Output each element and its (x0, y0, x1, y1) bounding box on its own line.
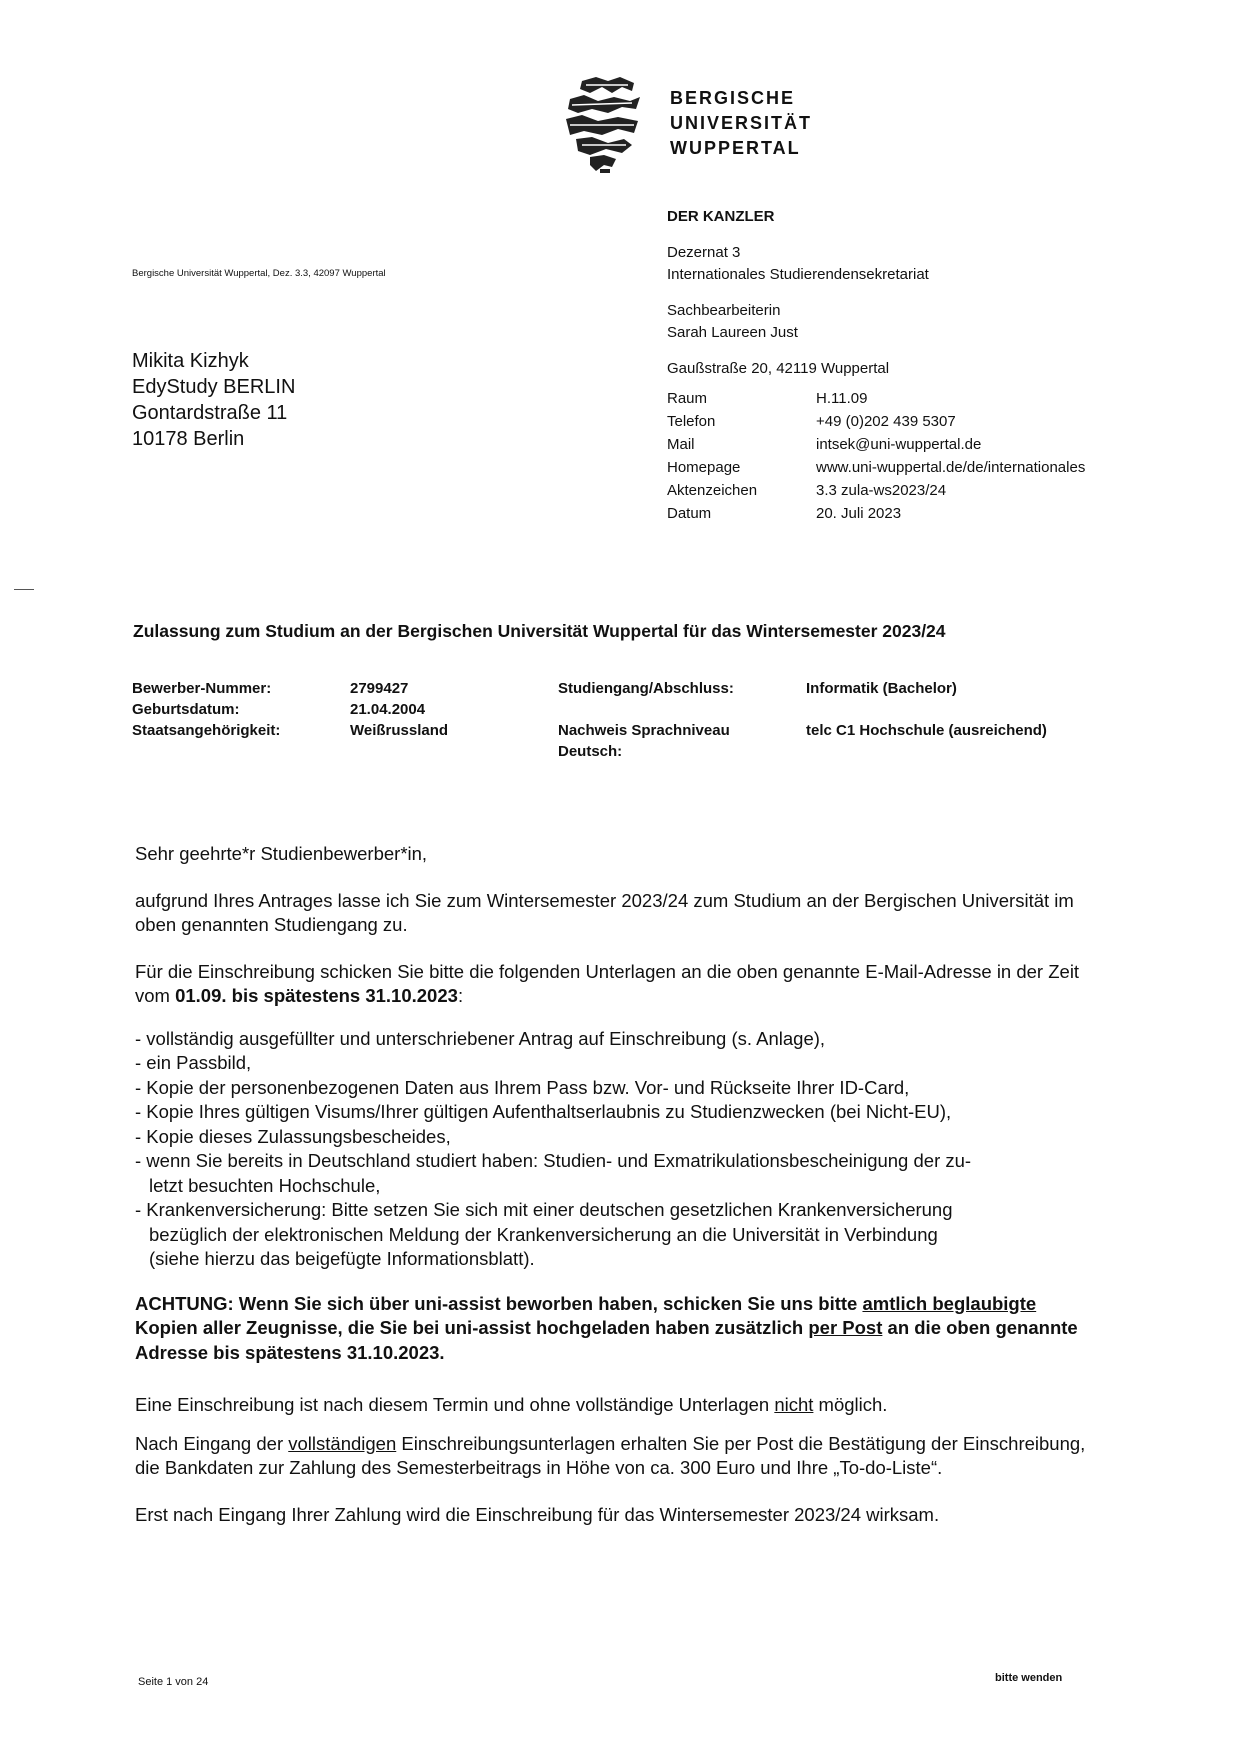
university-name (670, 86, 812, 161)
recipient-name: Mikita Kizhyk (132, 350, 249, 372)
list-item: letzt besuchten Hochschule, (149, 1174, 381, 1196)
facts-label (558, 720, 806, 762)
salutation: Sehr geehrte*r Studienbewerber*in, (135, 843, 428, 864)
contact-table (667, 387, 1085, 525)
facts-row (132, 699, 1047, 720)
department-line: Internationales Studierendensekretariat (667, 266, 929, 283)
university-name-line: UNIVERSITÄT (670, 113, 813, 133)
text-span: Einschreibungsunterlagen erhalten Sie per Post die Bestätigung der Einschreibung, die Bankdaten zur Zahlung des Semesterbeitrags in Höhe von ca. 300 Euro und Ihre „To-do-Liste“. (135, 1432, 1086, 1478)
contact-value: 3.3 zula-ws2023/24 (816, 482, 947, 499)
list-item: - wenn Sie bereits in Deutschland studiert haben: Studien- und Exmatrikulationsbescheinigung der zu- (135, 1150, 972, 1171)
list-item: - Kopie der personenbezogenen Daten aus Ihrem Pass bzw. Vor- und Rückseite Ihrer ID-Card, (135, 1076, 910, 1098)
list-item: (siehe hierzu das beigefügte Informationsblatt). (149, 1248, 535, 1269)
list-item: - ein Passbild, (135, 1052, 252, 1073)
list-item: - vollständig ausgefüllter und unterschriebener Antrag auf Einschreibung (s. Anlage), (135, 1027, 826, 1049)
underlined-text: vollständigen (288, 1432, 397, 1454)
underlined-text: nicht (774, 1394, 814, 1415)
recipient-address (132, 348, 295, 452)
contact-row (667, 502, 1085, 525)
recipient-street: Gontardstraße 11 (132, 402, 288, 424)
sender-return-address: Bergische Universität Wuppertal, Dez. 3.3, 42097 Wuppertal (132, 268, 386, 279)
clerk-role: Sachbearbeiterin (667, 302, 781, 319)
department-line: Dezernat 3 (667, 244, 741, 261)
facts-row (132, 678, 1047, 699)
facts-label-line: Nachweis Sprachniveau (558, 722, 730, 739)
recipient-company: EdyStudy BERLIN (132, 376, 296, 398)
office-address: Gaußstraße 20, 42119 Wuppertal (667, 360, 890, 377)
paragraph (135, 1432, 1095, 1481)
facts-value: Informatik (Bachelor) (806, 680, 957, 697)
office-title: DER KANZLER (667, 208, 775, 225)
contact-value: 20. Juli 2023 (816, 505, 902, 522)
paragraph (135, 960, 1095, 1009)
document-list (135, 1027, 1095, 1272)
facts-value: telc C1 Hochschule (ausreichend) (806, 722, 1047, 739)
facts-label-line: Deutsch: (558, 743, 623, 760)
text-span: Eine Einschreibung ist nach diesem Termin und ohne vollständige Unterlagen (135, 1394, 775, 1415)
list-item: - Krankenversicherung: Bitte setzen Sie sich mit einer deutschen gesetzlichen Krankenversicherung (135, 1199, 953, 1220)
text-span: Nach Eingang der (135, 1432, 289, 1454)
facts-label: Staatsangehörigkeit: (132, 722, 281, 739)
recipient-city: 10178 Berlin (132, 428, 245, 450)
turn-page-note: bitte wenden (995, 1672, 1063, 1684)
underlined-text: amtlich beglaubigte (862, 1292, 1037, 1314)
deadline-text: 01.09. bis spätestens 31.10.2023 (175, 985, 458, 1006)
paragraph: aufgrund Ihres Antrages lasse ich Sie zum Wintersemester 2023/24 zum Studium an der Bergischen Universität im oben genannten Studiengang zu. (135, 889, 1074, 935)
facts-row (132, 720, 1047, 762)
paragraph (135, 1393, 1095, 1418)
facts-label: Bewerber-Nummer: (132, 680, 272, 697)
contact-value: intsek@uni-wuppertal.de (816, 436, 982, 453)
paragraph: Erst nach Eingang Ihrer Zahlung wird die Einschreibung für das Wintersemester 2023/24 wirksam. (135, 1503, 940, 1525)
university-name-line: WUPPERTAL (670, 138, 801, 158)
contact-label: Aktenzeichen (667, 482, 758, 499)
contact-row (667, 433, 1085, 456)
facts-value: 21.04.2004 (350, 701, 426, 718)
list-item: - Kopie Ihres gültigen Visums/Ihrer gültigen Aufenthaltserlaubnis zu Studienzwecken (bei Nicht-EU), (135, 1101, 952, 1122)
department-block (667, 242, 929, 286)
facts-value: 2799427 (350, 680, 409, 697)
fold-mark (14, 589, 34, 590)
contact-label: Raum (667, 390, 708, 407)
list-item: - Kopie dieses Zulassungsbescheides, (135, 1125, 451, 1147)
clerk-block (667, 300, 798, 344)
text-span: Kopien aller Zeugnisse, die Sie bei uni-assist hochgeladen haben zusätzlich (135, 1317, 809, 1338)
letter-subject: Zulassung zum Studium an der Bergischen Universität Wuppertal für das Wintersemester 2023/24 (133, 621, 946, 641)
contact-value: +49 (0)202 439 5307 (816, 413, 956, 430)
contact-row (667, 456, 1085, 479)
contact-row (667, 387, 1085, 410)
contact-label: Homepage (667, 459, 741, 476)
text-span: : (457, 985, 464, 1006)
list-item: bezüglich der elektronischen Meldung der Krankenversicherung an die Universität in Verbindung (149, 1223, 938, 1245)
facts-label: Geburtsdatum: (132, 701, 240, 718)
text-span: möglich. (813, 1394, 888, 1415)
contact-label: Datum (667, 505, 712, 522)
clerk-name: Sarah Laureen Just (667, 324, 798, 341)
text-span: ACHTUNG: Wenn Sie sich über uni-assist beworben haben, schicken Sie uns bitte (135, 1292, 863, 1314)
contact-label: Telefon (667, 413, 716, 430)
warning-paragraph (135, 1292, 1095, 1366)
university-logo (562, 75, 644, 175)
page-number: Seite 1 von 24 (138, 1676, 209, 1688)
text-span: an die oben genannte Adresse bis spätestens 31.10.2023. (135, 1317, 1078, 1363)
contact-label: Mail (667, 436, 695, 453)
contact-value: www.uni-wuppertal.de/de/internationales (816, 459, 1086, 476)
university-name-line: BERGISCHE (670, 88, 796, 108)
facts-value: Weißrussland (350, 722, 449, 739)
contact-row (667, 479, 1085, 502)
text-span: Für die Einschreibung schicken Sie bitte die folgenden Unterlagen an die oben genannte E-Mail-Adresse in der Zeit vom (135, 960, 1080, 1006)
facts-label: Studiengang/Abschluss: (558, 680, 734, 697)
contact-value: H.11.09 (816, 390, 868, 407)
applicant-facts-table (132, 678, 1047, 762)
contact-row (667, 410, 1085, 433)
underlined-text: per Post (808, 1317, 883, 1338)
letter-body (135, 842, 1095, 1527)
